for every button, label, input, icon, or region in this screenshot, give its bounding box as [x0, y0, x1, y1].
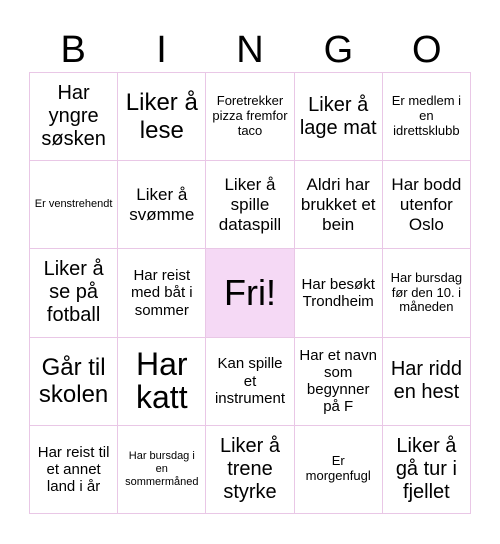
bingo-cell[interactable]: Har bursdag før den 10. i måneden — [383, 249, 471, 337]
header-letter-b: B — [60, 29, 86, 71]
bingo-cell[interactable]: Er medlem i en idrettsklubb — [383, 73, 471, 161]
bingo-cell[interactable]: Liker å se på fotball — [30, 249, 118, 337]
bingo-cell[interactable]: Går til skolen — [30, 338, 118, 426]
bingo-cell[interactable]: Har besøkt Trondheim — [295, 249, 383, 337]
header-letter-n: N — [236, 29, 264, 71]
bingo-cell[interactable]: Liker å lese — [118, 73, 206, 161]
bingo-cell[interactable]: Er venstrehendt — [30, 161, 118, 249]
bingo-cell[interactable]: Har ridd en hest — [383, 338, 471, 426]
bingo-cell[interactable]: Liker å spille dataspill — [206, 161, 294, 249]
free-space-cell[interactable]: Fri! — [206, 249, 294, 337]
bingo-cell[interactable]: Kan spille et instrument — [206, 338, 294, 426]
bingo-cell[interactable]: Har bursdag i en sommermåned — [118, 426, 206, 514]
bingo-cell[interactable]: Foretrekker pizza fremfor taco — [206, 73, 294, 161]
bingo-cell[interactable]: Liker å gå tur i fjellet — [383, 426, 471, 514]
bingo-cell[interactable]: Har reist med båt i sommer — [118, 249, 206, 337]
bingo-cell[interactable]: Har katt — [118, 338, 206, 426]
header-letter-g: G — [323, 29, 354, 71]
bingo-header — [29, 28, 471, 72]
bingo-cell[interactable]: Har et navn som begynner på F — [295, 338, 383, 426]
bingo-cell[interactable]: Liker å svømme — [118, 161, 206, 249]
bingo-grid — [29, 72, 471, 514]
bingo-cell[interactable]: Er morgenfugl — [295, 426, 383, 514]
header-letter-i: I — [156, 29, 167, 71]
bingo-cell[interactable]: Liker å trene styrke — [206, 426, 294, 514]
bingo-cell[interactable]: Har reist til et annet land i år — [30, 426, 118, 514]
bingo-cell[interactable]: Liker å lage mat — [295, 73, 383, 161]
bingo-cell[interactable]: Har bodd utenfor Oslo — [383, 161, 471, 249]
bingo-cell[interactable]: Aldri har brukket et bein — [295, 161, 383, 249]
header-letter-o: O — [411, 29, 442, 71]
bingo-cell[interactable]: Har yngre søsken — [30, 73, 118, 161]
